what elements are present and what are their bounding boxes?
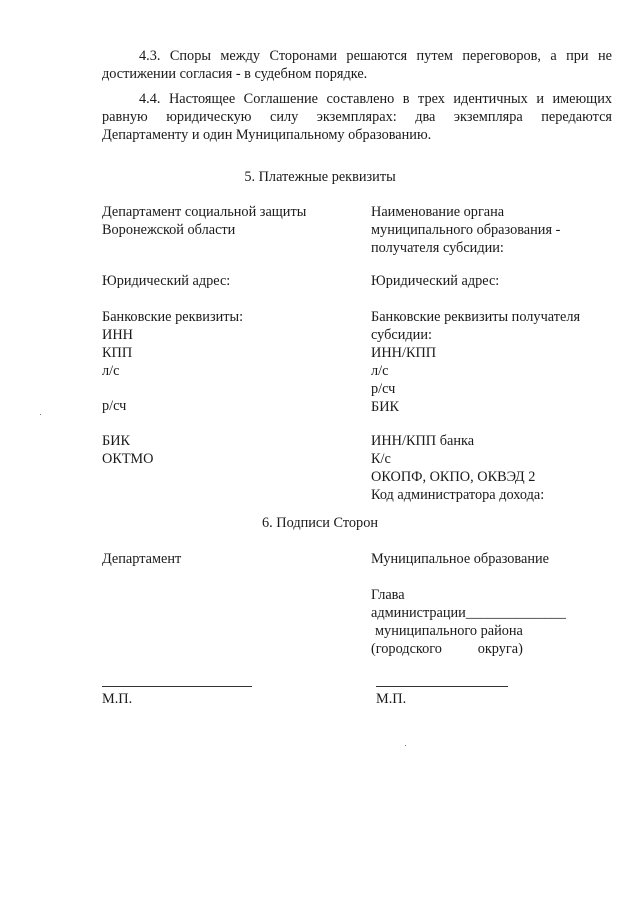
department-bik-oktmo [102,432,153,468]
head-line-2: администрации______________ [371,605,566,621]
recipient-codes: ОКОПФ, ОКПО, ОКВЭД 2 [371,469,536,485]
department-legal-address: Юридический адрес: [102,273,231,289]
department-stamp-label: М.П. [102,691,133,707]
recipient-ls: л/с [371,363,389,379]
municipality-signature-line [376,686,508,687]
department-bank-title: Банковские реквизиты: [102,309,244,325]
scan-speck [405,745,406,746]
department-inn: ИНН [102,327,133,343]
head-line-3: муниципального района [375,623,523,639]
department-signature-line [102,686,252,687]
department-name-line-2: Воронежской области [102,222,236,238]
recipient-admin-code: Код администратора дохода: [371,487,545,503]
section-5-left-column [102,203,306,239]
recipient-name-line-1: Наименование органа [371,204,505,220]
department-rsch: р/сч [102,398,127,414]
department-oktmo: ОКТМО [102,451,154,467]
scan-speck [40,414,41,415]
department-kpp: КПП [102,345,133,361]
recipient-bank-details [371,308,580,416]
recipient-inn-kpp-bank: ИНН/КПП банка [371,433,475,449]
recipient-legal-address: Юридический адрес: [371,273,500,289]
section-6-heading: 6. Подписи Сторон [261,515,378,531]
recipient-name-line-3: получателя субсидии: [371,240,504,256]
clause-4-3-line-2: достижении согласия - в судебном порядке. [102,66,368,82]
recipient-inn-kpp: ИНН/КПП [371,345,437,361]
section-5-right-column [371,203,560,257]
department-bik: БИК [102,433,131,449]
head-line-4: (городского округа) [371,641,523,657]
recipient-bank-title-line-1: Банковские реквизиты получателя [371,309,581,325]
recipient-rsch: р/сч [371,381,396,397]
municipality-party-label: Муниципальное образование [371,551,549,567]
municipality-stamp-label: М.П. [376,691,407,707]
recipient-bank-title-line-2: субсидии: [371,327,432,343]
head-line-1: Глава [371,587,405,603]
recipient-bank-codes [371,432,544,504]
department-bank-details [102,308,243,380]
department-ls: л/с [102,363,120,379]
recipient-ks: К/с [371,451,391,467]
department-name-line-1: Департамент социальной защиты [102,204,307,220]
section-5-heading: 5. Платежные реквизиты [244,169,396,185]
clause-4-3-line-1: 4.3. Споры между Сторонами решаются путем переговоров, а при не [139,48,612,64]
clause-4-4-line-1: 4.4. Настоящее Соглашение составлено в трех идентичных и имеющих [139,91,612,107]
clause-4-3 [102,47,612,83]
municipality-head-block [371,586,566,658]
clause-4-4 [102,90,612,144]
recipient-bik: БИК [371,399,400,415]
department-party-label: Департамент [102,551,182,567]
recipient-name-line-2: муниципального образования - [371,222,561,238]
clause-4-4-line-2: равную юридическую силу экземплярах: два экземпляра передаются [102,109,612,125]
clause-4-4-line-3: Департаменту и один Муниципальному образованию. [102,127,432,143]
